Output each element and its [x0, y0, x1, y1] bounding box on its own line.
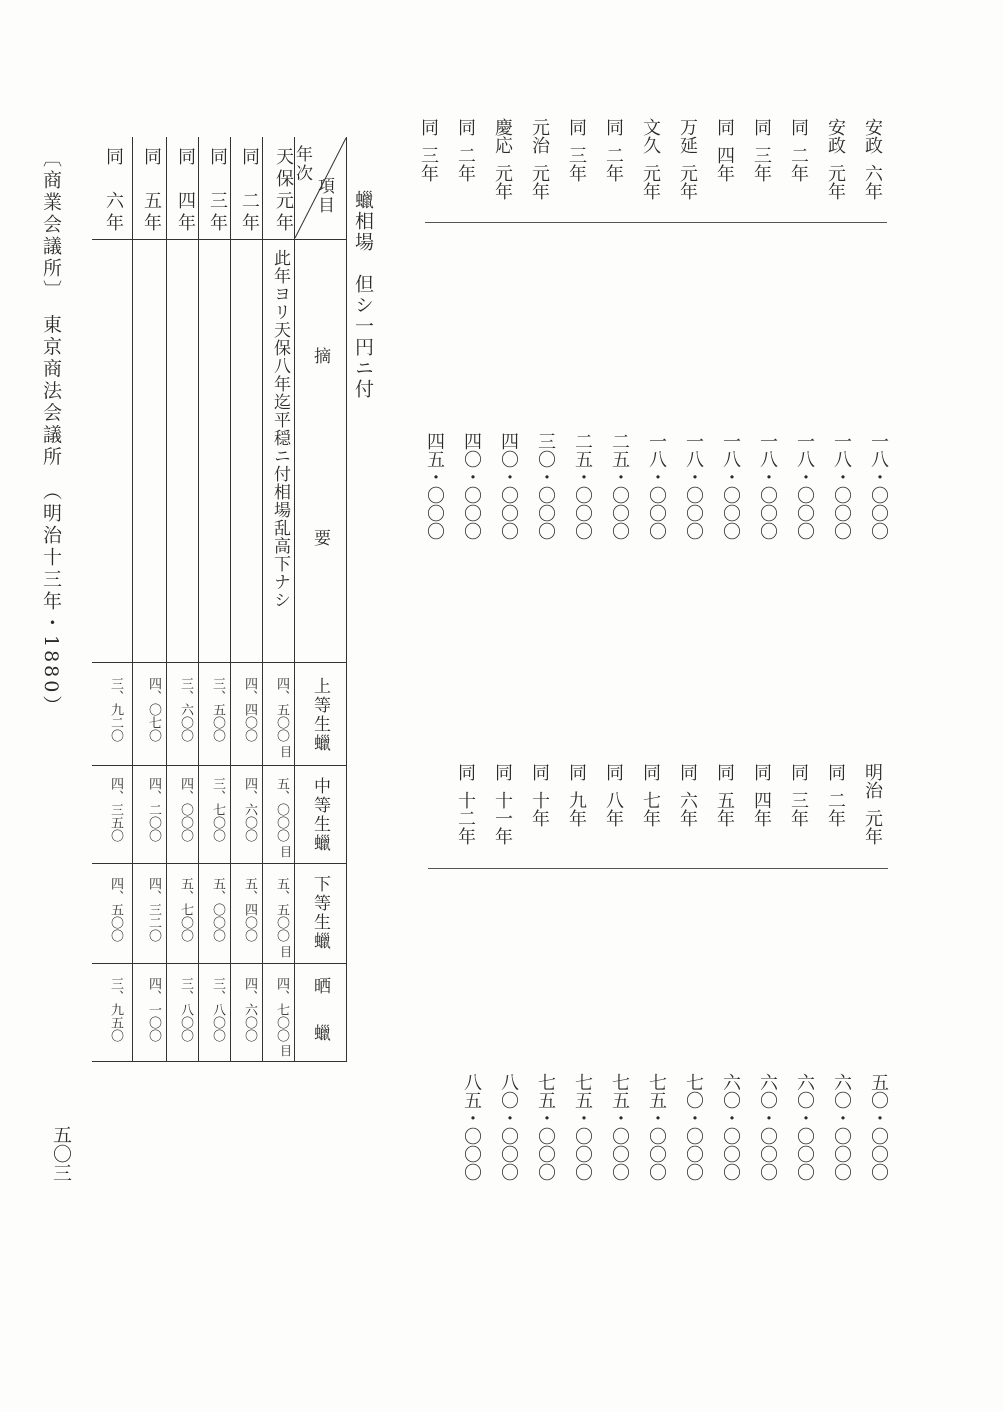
row-year: 同 二年	[239, 147, 260, 235]
era-year-entry	[492, 118, 526, 200]
price-value: 一八・〇〇〇	[683, 432, 704, 540]
era-name: 同	[603, 118, 624, 136]
era-name: 同	[677, 763, 698, 781]
era-year: 二年	[603, 146, 624, 182]
era-name: 同	[714, 763, 735, 781]
era-year-entry	[640, 763, 674, 827]
era-year-entry	[714, 763, 748, 827]
price-value: 七五・〇〇〇	[646, 1073, 667, 1181]
cell-value: 三、八〇〇	[178, 977, 193, 1042]
unit-col1: 目	[280, 745, 293, 759]
era-year: 六年	[677, 791, 698, 827]
era-name: 慶応	[492, 118, 513, 154]
era-year: 二年	[455, 146, 476, 182]
cell-value: 三、七〇〇	[210, 777, 225, 842]
price-value: 六〇・〇〇〇	[757, 1073, 778, 1181]
era-name: 同	[566, 763, 587, 781]
price-value: 一八・〇〇〇	[794, 432, 815, 540]
era-year: 元年	[640, 164, 661, 200]
era-year: 五年	[714, 791, 735, 827]
era-year: 十年	[529, 791, 550, 827]
era-year: 元年	[862, 809, 883, 845]
era-year-entry	[492, 763, 526, 845]
price-value: 四〇・〇〇〇	[498, 432, 519, 540]
era-year: 九年	[566, 791, 587, 827]
price-value: 四〇・〇〇〇	[461, 432, 482, 540]
era-year-entry	[862, 763, 896, 845]
era-year-entry	[529, 763, 563, 827]
cell-value: 四、〇〇〇	[178, 777, 193, 842]
header-summary-b: 要	[310, 529, 330, 548]
price-value: 七五・〇〇〇	[609, 1073, 630, 1181]
era-year: 三年	[788, 791, 809, 827]
era-year: 七年	[640, 791, 661, 827]
era-year: 二年	[825, 791, 846, 827]
era-year-entry	[418, 118, 452, 182]
era-name: 同	[529, 763, 550, 781]
era-year: 八年	[603, 791, 624, 827]
price-value: 七五・〇〇〇	[572, 1073, 593, 1181]
upper-rule	[425, 222, 887, 223]
era-year-entry	[529, 118, 563, 200]
era-name: 万延	[677, 118, 698, 154]
price-value: 二五・〇〇〇	[609, 432, 630, 540]
era-year-entry	[788, 763, 822, 827]
era-year: 三年	[418, 146, 439, 182]
price-value: 六〇・〇〇〇	[720, 1073, 741, 1181]
header-corner-bottom: 年次	[292, 145, 312, 183]
era-name: 同	[751, 118, 772, 136]
cell-value: 三、八〇〇	[210, 977, 225, 1042]
era-name: 同	[714, 118, 735, 136]
price-value: 一八・〇〇〇	[868, 432, 889, 540]
price-value: 八〇・〇〇〇	[498, 1073, 519, 1181]
era-year: 十二年	[455, 791, 476, 845]
price-value: 七〇・〇〇〇	[683, 1073, 704, 1181]
cell-value: 四、五〇〇	[274, 677, 289, 742]
cell-value: 五、五〇〇	[274, 877, 289, 942]
price-value: 四五・〇〇〇	[424, 432, 445, 540]
era-year: 元年	[492, 164, 513, 200]
era-year-entry	[455, 118, 489, 182]
cell-value: 三、九五〇	[108, 977, 123, 1042]
cell-value: 四、五〇〇	[108, 877, 123, 942]
unit-col3: 目	[280, 945, 293, 959]
header-corner-top: 項目	[314, 177, 334, 215]
era-year-entry	[566, 763, 600, 827]
unit-col2: 目	[280, 845, 293, 859]
price-value: 六〇・〇〇〇	[831, 1073, 852, 1181]
era-year-entry	[751, 763, 785, 827]
cell-value: 四、六〇〇	[242, 777, 257, 842]
era-year-entry	[677, 763, 711, 827]
era-name: 安政	[825, 118, 846, 154]
era-year-entry	[714, 118, 748, 182]
price-value: 一八・〇〇〇	[831, 432, 852, 540]
era-year-entry	[677, 118, 711, 200]
era-name: 同	[751, 763, 772, 781]
era-name: 同	[455, 763, 476, 781]
era-name: 同	[566, 118, 587, 136]
price-value: 一八・〇〇〇	[757, 432, 778, 540]
price-value: 二五・〇〇〇	[572, 432, 593, 540]
lower-rule	[428, 868, 888, 869]
era-year-entry	[825, 763, 859, 827]
cell-value: 三、六〇〇	[178, 677, 193, 742]
era-year-entry	[455, 763, 489, 845]
era-name: 同	[788, 763, 809, 781]
cell-value: 四、三二〇	[146, 877, 161, 942]
era-year: 元年	[825, 164, 846, 200]
era-year-entry	[751, 118, 785, 182]
era-name: 安政	[862, 118, 883, 154]
era-year: 二年	[788, 146, 809, 182]
era-year: 元年	[529, 164, 550, 200]
era-year-entry	[825, 118, 859, 200]
era-name: 同	[418, 118, 439, 136]
cell-value: 四、七〇〇	[274, 977, 289, 1042]
cell-value: 五、〇〇〇	[274, 777, 289, 842]
page-number: 五〇三	[50, 1125, 72, 1182]
era-year-entry	[603, 763, 637, 827]
era-name: 同	[788, 118, 809, 136]
cell-value: 五、七〇〇	[178, 877, 193, 942]
cell-value: 五、〇〇〇	[210, 877, 225, 942]
cell-value: 四、一〇〇	[146, 977, 161, 1042]
cell-value: 四、二〇〇	[146, 777, 161, 842]
era-year: 四年	[714, 146, 735, 182]
price-value: 七五・〇〇〇	[535, 1073, 556, 1181]
row-note: 此年ヨリ天保八年迄平穏ニ付相場乱高下ナシ	[270, 249, 290, 609]
cell-value: 四、〇七〇	[146, 677, 161, 742]
row-year: 同 六年	[103, 147, 124, 235]
row-year: 同 五年	[141, 147, 162, 235]
wax-price-table	[92, 137, 347, 1071]
price-value: 八五・〇〇〇	[461, 1073, 482, 1181]
cell-value: 三、五〇〇	[210, 677, 225, 742]
header-col3: 下等生蠟	[310, 875, 330, 951]
cell-value: 四、六〇〇	[242, 977, 257, 1042]
era-year: 三年	[751, 146, 772, 182]
header-col2: 中等生蠟	[310, 777, 330, 853]
era-year: 十一年	[492, 791, 513, 845]
price-value: 一八・〇〇〇	[646, 432, 667, 540]
row-year: 天保元年	[273, 147, 294, 235]
price-value: 五〇・〇〇〇	[868, 1073, 889, 1181]
running-header: 〔商業会議所〕 東京商法会議所 （明治十三年・1880）	[40, 148, 62, 718]
price-value: 三〇・〇〇〇	[535, 432, 556, 540]
row-year: 同 四年	[175, 147, 196, 235]
era-year: 三年	[566, 146, 587, 182]
era-name: 同	[825, 763, 846, 781]
cell-value: 四、三五〇	[108, 777, 123, 842]
era-name: 明治	[862, 763, 883, 799]
cell-value: 三、九二〇	[108, 677, 123, 742]
era-name: 元治	[529, 118, 550, 154]
era-year-entry	[862, 118, 896, 200]
header-col4: 晒蠟	[310, 977, 330, 1071]
era-year-entry	[603, 118, 637, 182]
cell-value: 五、四〇〇	[242, 877, 257, 942]
row-year: 同 三年	[207, 147, 228, 235]
cell-value: 四、四〇〇	[242, 677, 257, 742]
header-summary-a: 摘	[310, 347, 330, 366]
era-name: 文久	[640, 118, 661, 154]
table-title: 蠟相場 但シ一円ニ付	[352, 190, 374, 400]
era-year: 六年	[862, 164, 883, 200]
era-year-entry	[640, 118, 674, 200]
unit-col4: 目	[280, 1044, 293, 1058]
era-name: 同	[455, 118, 476, 136]
era-year: 四年	[751, 791, 772, 827]
era-name: 同	[640, 763, 661, 781]
price-value: 一八・〇〇〇	[720, 432, 741, 540]
era-name: 同	[603, 763, 624, 781]
era-year-entry	[788, 118, 822, 182]
era-year: 元年	[677, 164, 698, 200]
price-value: 六〇・〇〇〇	[794, 1073, 815, 1181]
era-year-entry	[566, 118, 600, 182]
header-col1: 上等生蠟	[310, 677, 330, 753]
era-name: 同	[492, 763, 513, 781]
